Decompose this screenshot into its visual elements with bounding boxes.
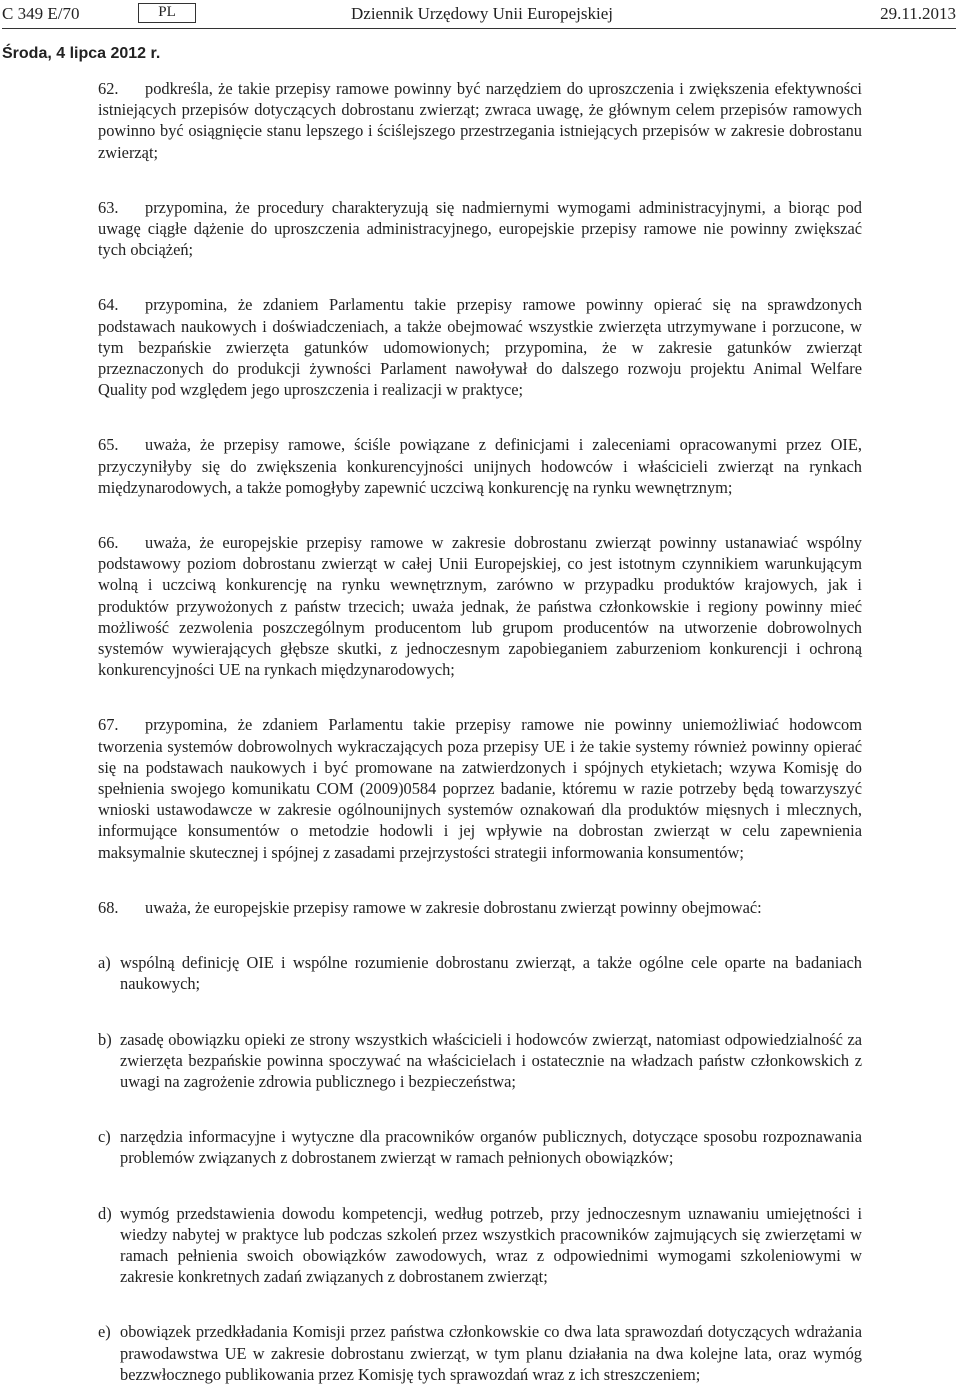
list-item-label: d)	[98, 1203, 112, 1223]
paragraph-text: przypomina, że zdaniem Parlamentu takie przepisy ramowe nie powinny uniemożliwiać hodowcom tworzenia systemów dobrowolnych wykraczających poza przepisy UE i że takie systemy również powinny opierać się na podstawach naukowych i być promowane na zatwierdzonych i spójnych etykietach; wzywa Komisję do spełnienia swojego komunikatu COM (2009)0584 poprzez badanie, któremu w razie potrzeby będą towarzyszyć wnioski ustawodawcze w zakresie ogólnounijnych systemów oznakowań dla produktów mięsnych i mlecznych, informujące konsumentów o metodzie hodowli i jej wpływie na dobrostan zwierząt w celu zapewnienia maksymalnie skutecznej i spójnej z zasadami przejrzystości strategii informowania konsumentów;	[98, 715, 862, 862]
document-body	[98, 78, 862, 1385]
paragraph-text: przypomina, że procedury charakteryzują się nadmiernymi wymogami administracyjnymi, a biorąc pod uwagę ciągłe dążenie do uproszczenia administracyjnego, europejskie przepisy ramowe nie powinny zwiększać tych obciążeń;	[98, 197, 862, 260]
paragraph-text: uważa, że przepisy ramowe, ściśle powiązane z definicjami i zaleceniami opracowanymi przez OIE, przyczyniłyby się do zwiększenia konkurencyjności unijnych hodowców i właścicieli zwierząt na rynkach międzynarodowych, a także pomogłyby zapewnić uczciwą konkurencję na rynku wewnętrznym;	[98, 435, 862, 497]
paragraph-64	[98, 294, 862, 400]
list-item-text: zasadę obowiązku opieki ze strony wszystkich właścicieli i hodowców zwierząt, natomiast odpowiedzialność za zwierzęta bezpańskie powinna spoczywać na właścicielach i ostatecznie na władzach państw członkowskich z uwagi na zagrożenie zdrowia publicznego i bezpieczeństwa;	[120, 1029, 862, 1091]
journal-reference: C 349 E/70	[2, 4, 80, 23]
paragraph-text: uważa, że europejskie przepisy ramowe w zakresie dobrostanu zwierząt powinny obejmować:	[145, 897, 762, 917]
list-item-text: wymóg przedstawienia dowodu kompetencji, według potrzeb, przy jednoczesnym uznawaniu umiejętności i wiedzy nabytej w praktyce lub podczas szkoleń przez wszystkich pracowników zajmujących się zwierzętami w ramach pełnienia swoich obowiązków zawodowych, wraz z odpowiednimi wymogami szkoleniowymi w zakresie konkretnych zadań związanych z dobrostanem zwierząt;	[120, 1203, 862, 1287]
paragraph-number: 65.	[98, 435, 119, 455]
paragraph-number: 67.	[98, 715, 119, 735]
list-item-d	[98, 1203, 862, 1288]
paragraph-number: 63.	[98, 197, 119, 217]
journal-title: Dziennik Urzędowy Unii Europejskiej	[351, 4, 614, 23]
paragraph-62	[98, 78, 862, 163]
page-header	[2, 1, 956, 27]
paragraph-number: 66.	[98, 533, 119, 553]
list-item-e	[98, 1321, 862, 1385]
list-item-text: obowiązek przedkładania Komisji przez państwa członkowskie co dwa lata sprawozdań dotyczących wdrażania prawodawstwa UE w zakresie dobrostanu zwierząt, w tym planu działania na dwa kolejne lata, oraz wymóg bezzwłocznego publikowania przez Komisję tych sprawozdań wraz z ich streszczeniem;	[120, 1322, 862, 1384]
paragraph-65	[98, 434, 862, 498]
paragraph-number: 64.	[98, 295, 119, 315]
paragraph-text: podkreśla, że takie przepisy ramowe powinny być narzędziem do uproszczenia i zwiększenia efektywności istniejących przepisów dotyczących dobrostanu zwierząt; zwraca uwagę, że głównym celem przepisów ramowych powinno być osiągnięcie stanu lepszego i ściślejszego przestrzegania istniejących przepisów w zakresie dobrostanu zwierząt;	[98, 79, 862, 162]
paragraph-number: 68.	[98, 897, 119, 917]
list-item-label: b)	[98, 1029, 112, 1049]
language-badge: PL	[138, 3, 196, 23]
paragraph-text: przypomina, że zdaniem Parlamentu takie przepisy ramowe powinny opierać się na sprawdzonych podstawach naukowych i doświadczeniach, a także obejmować wszystkie zwierzęta utrzymywane i porzucone, w tym bezpańskie zwierzęta gatunków udomowionych; przypomina, że w zakresie gatunków zwierząt przeznaczonych do produkcji żywności Parlament nawoływał do dalszego rozwoju projektu Animal Welfare Quality pod względem jego uproszczenia i realizacji w praktyce;	[98, 295, 862, 400]
list-item-label: a)	[98, 953, 111, 973]
paragraph-63	[98, 197, 862, 261]
list-item-a	[98, 952, 862, 994]
paragraph-68	[98, 897, 862, 918]
list-item-label: c)	[98, 1127, 111, 1147]
publication-date: 29.11.2013	[880, 4, 956, 23]
list-item-text: narzędzia informacyjne i wytyczne dla pracowników organów publicznych, dotyczące sposobu rozpoznawania problemów związanych z dobrostanem zwierząt w ramach pełnionych obowiązków;	[120, 1127, 862, 1168]
list-item-label: e)	[98, 1322, 111, 1342]
list-item-b	[98, 1029, 862, 1093]
sitting-date: Środa, 4 lipca 2012 r.	[2, 45, 161, 62]
list-item-text: wspólną definicję OIE i wspólne rozumienie dobrostanu zwierząt, a także ogólne cele oparte na badaniach naukowych;	[120, 953, 862, 994]
paragraph-text: uważa, że europejskie przepisy ramowe w zakresie dobrostanu zwierząt powinny ustanawiać wspólny podstawowy poziom dobrostanu zwierząt w całej Unii Europejskiej, co jest istotnym czynnikiem warunkującym wolną i uczciwą konkurencję na rynku wewnętrznym, zarówno w przypadku produktów krajowych, jak i produktów przywożonych z państw trzecich; uważa jednak, że państwa członkowskie i regiony powinny mieć możliwość zezwolenia poszczególnym producentom lub grupom producentów na utworzenie dobrowolnych systemów wywierających głębsze skutki, z jednoczesnym zapobieganiem zaburzeniom konkurencji i ochroną konkurencyjności UE na rynkach międzynarodowych;	[98, 533, 862, 680]
header-divider	[2, 28, 956, 29]
paragraph-66	[98, 532, 862, 680]
paragraph-number: 62.	[98, 79, 119, 98]
list-item-c	[98, 1126, 862, 1168]
paragraph-67	[98, 714, 862, 862]
